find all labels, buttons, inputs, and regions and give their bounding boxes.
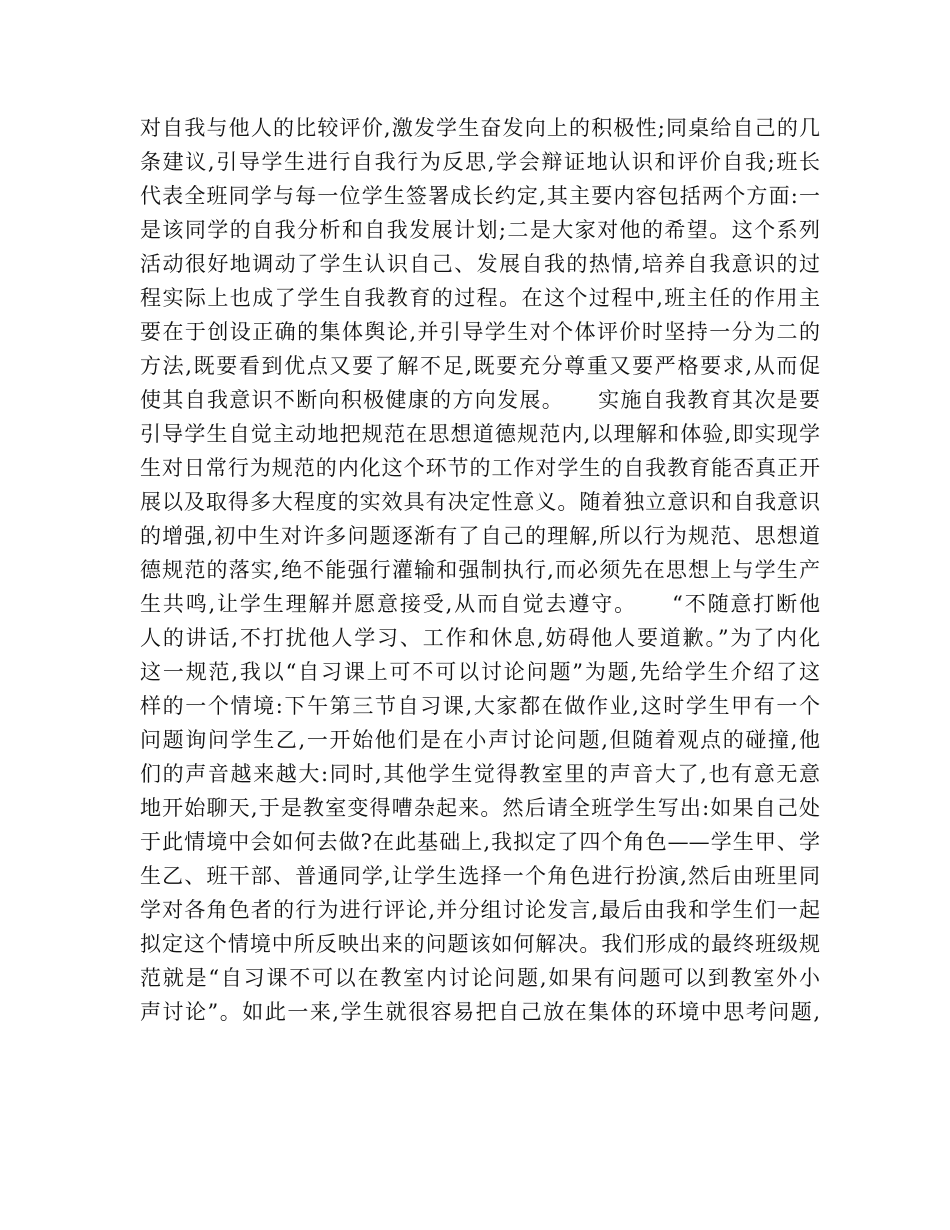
text-line: 地开始聊天,于是教室变得嘈杂起来。然后请全班学生写出:如果自己处 bbox=[140, 796, 820, 820]
text-line: 方法,既要看到优点又要了解不足,既要充分尊重又要严格要求,从而促 bbox=[140, 354, 820, 378]
text-line: 引导学生自觉主动地把规范在思想道德规范内,以理解和体验,即实现学 bbox=[140, 422, 820, 446]
text-line: 对自我与他人的比较评价,激发学生奋发向上的积极性;同桌给自己的几 bbox=[140, 116, 820, 140]
text-line: 的增强,初中生对许多问题逐渐有了自己的理解,所以行为规范、思想道 bbox=[140, 524, 820, 548]
text-line: 使其自我意识不断向积极健康的方向发展。 实施自我教育其次是要 bbox=[140, 388, 820, 412]
text-line: 于此情境中会如何去做?在此基础上,我拟定了四个角色——学生甲、学 bbox=[140, 830, 820, 854]
text-line: 德规范的落实,绝不能强行灌输和强制执行,而必须先在思想上与学生产 bbox=[140, 558, 820, 582]
body-text bbox=[140, 111, 820, 1029]
text-line: 范就是“自习课不可以在教室内讨论问题,如果有问题可以到教室外小 bbox=[140, 966, 820, 990]
text-line: 要在于创设正确的集体舆论,并引导学生对个体评价时坚持一分为二的 bbox=[140, 320, 820, 344]
text-line: 生乙、班干部、普通同学,让学生选择一个角色进行扮演,然后由班里同 bbox=[140, 864, 820, 888]
text-line: 学对各角色者的行为进行评论,并分组讨论发言,最后由我和学生们一起 bbox=[140, 898, 820, 922]
text-line: 生对日常行为规范的内化这个环节的工作对学生的自我教育能否真正开 bbox=[140, 456, 820, 480]
text-line: 样的一个情境:下午第三节自习课,大家都在做作业,这时学生甲有一个 bbox=[140, 694, 820, 718]
text-line: 展以及取得多大程度的实效具有决定性意义。随着独立意识和自我意识 bbox=[140, 490, 820, 514]
text-line: 条建议,引导学生进行自我行为反思,学会辩证地认识和评价自我;班长 bbox=[140, 150, 820, 174]
text-line: 声讨论”。如此一来,学生就很容易把自己放在集体的环境中思考问题, bbox=[140, 1000, 820, 1024]
text-line: 人的讲话,不打扰他人学习、工作和休息,妨碍他人要道歉。”为了内化 bbox=[140, 626, 820, 650]
text-line: 是该同学的自我分析和自我发展计划;二是大家对他的希望。这个系列 bbox=[140, 218, 820, 242]
text-line: 这一规范,我以“自习课上可不可以讨论问题”为题,先给学生介绍了这 bbox=[140, 660, 820, 684]
text-line: 们的声音越来越大:同时,其他学生觉得教室里的声音大了,也有意无意 bbox=[140, 762, 820, 786]
text-line: 代表全班同学与每一位学生签署成长约定,其主要内容包括两个方面:一 bbox=[140, 184, 820, 208]
text-line: 生共鸣,让学生理解并愿意接受,从而自觉去遵守。 “不随意打断他 bbox=[140, 592, 820, 616]
text-line: 问题询问学生乙,一开始他们是在小声讨论问题,但随着观点的碰撞,他 bbox=[140, 728, 820, 752]
text-line: 活动很好地调动了学生认识自己、发展自我的热情,培养自我意识的过 bbox=[140, 252, 820, 276]
text-line: 拟定这个情境中所反映出来的问题该如何解决。我们形成的最终班级规 bbox=[140, 932, 820, 956]
text-line: 程实际上也成了学生自我教育的过程。在这个过程中,班主任的作用主 bbox=[140, 286, 820, 310]
